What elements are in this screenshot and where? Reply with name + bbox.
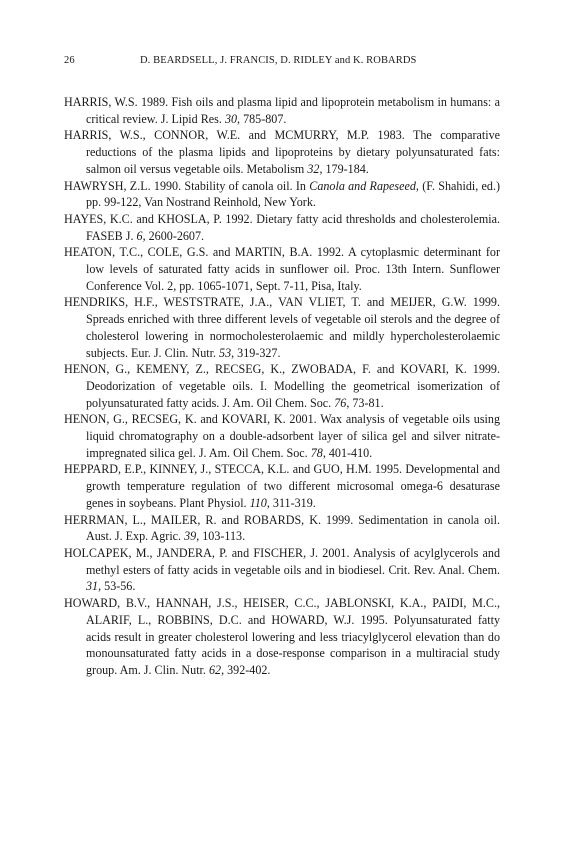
reference-entry: HARRIS, W.S., CONNOR, W.E. and MCMURRY, M.P. 1983. The comparative reductions of the plasma lipids and lipoproteins by dietary polyunsaturated fats: salmon oil versus vegetable oils. Metabolism 32, 179-184. xyxy=(64,128,500,176)
page-number: 26 xyxy=(64,55,75,66)
page-header xyxy=(64,55,505,71)
reference-entry: HOLCAPEK, M., JANDERA, P. and FISCHER, J. 2001. Analysis of acylglycerols and methyl esters of fatty acids in vegetable oils and in biodiesel. Crit. Rev. Anal. Chem. 31, 53-56. xyxy=(64,545,500,594)
reference-entry: HARRIS, W.S. 1989. Fish oils and plasma lipid and lipoprotein metabolism in humans: a critical review. J. Lipid Res. 30, 785-807. xyxy=(64,95,500,126)
reference-entry: HERRMAN, L., MAILER, R. and ROBARDS, K. 1999. Sedimentation in canola oil. Aust. J. Exp. Agric. 39, 103-113. xyxy=(64,512,500,544)
reference-entry: HAYES, K.C. and KHOSLA, P. 1992. Dietary fatty acid thresholds and cholesterolemia. FASEB J. 6, 2600-2607. xyxy=(64,211,500,243)
reference-entry: HEATON, T.C., COLE, G.S. and MARTIN, B.A. 1992. A cytoplasmic determinant for low levels of saturated fatty acids in sunflower oil. Proc. 13th Intern. Sunflower Conference Vol. 2, pp. 1065-1071, Sept. 7-11, Pisa, Italy. xyxy=(64,245,500,293)
reference-entry: HENON, G., RECSEG, K. and KOVARI, K. 2001. Wax analysis of vegetable oils using liquid chromatography on a double-adsorbent layer of silica gel and silver nitrate-impregnated silica gel. J. Am. Oil Chem. Soc. 78, 401-410. xyxy=(64,412,500,460)
running-head: D. BEARDSELL, J. FRANCIS, D. RIDLEY and K. ROBARDS xyxy=(140,55,417,66)
reference-entry: HAWRYSH, Z.L. 1990. Stability of canola oil. In Canola and Rapeseed, (F. Shahidi, ed.) pp. 99-122, Van Nostrand Reinhold, New York. xyxy=(64,178,501,210)
reference-entry: HENDRIKS, H.F., WESTSTRATE, J.A., VAN VLIET, T. and MEIJER, G.W. 1999. Spreads enriched with three different levels of vegetable oil sterols and the degree of cholesterol lowering in normocholesterolaemic and mildly hypercholesterolaemic subjects. Eur. J. Clin. Nutr. 53, 319-327. xyxy=(64,295,500,360)
reference-entry: HOWARD, B.V., HANNAH, J.S., HEISER, C.C., JABLONSKI, K.A., PAIDI, M.C., ALARIF, L., ROBBINS, D.C. and HOWARD, W.J. 1995. Polyunsaturated fatty acids result in greater cholesterol lowering and less triacylglycerol elevation than do monounsaturated fatty acids in a dose-response comparison in a multiracial study group. Am. J. Clin. Nutr. 62, 392-402. xyxy=(64,596,500,677)
reference-list xyxy=(64,94,500,679)
reference-entry: HEPPARD, E.P., KINNEY, J., STECCA, K.L. and GUO, H.M. 1995. Developmental and growth temperature regulation of two different microsomal omega-6 desaturase genes in soybeans. Plant Physiol. 110, 311-319. xyxy=(64,462,500,510)
reference-entry: HENON, G., KEMENY, Z., RECSEG, K., ZWOBADA, F. and KOVARI, K. 1999. Deodorization of vegetable oils. I. Modelling the geometrical isomerization of polyunsaturated fatty acids. J. Am. Oil Chem. Soc. 76, 73-81. xyxy=(64,362,500,410)
